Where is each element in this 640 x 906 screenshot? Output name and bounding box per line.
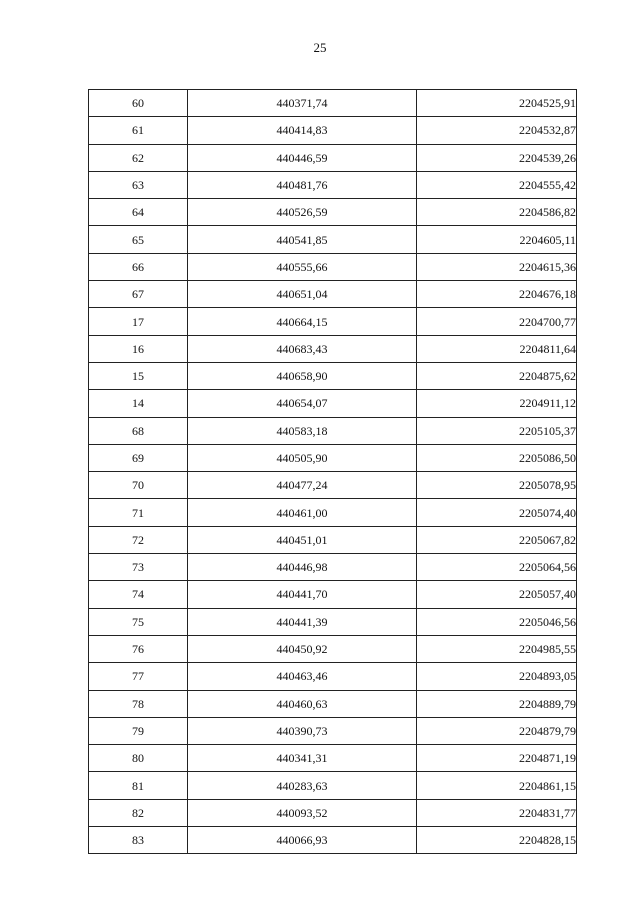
page-number: 25 <box>313 40 327 55</box>
table-row <box>89 499 577 526</box>
y-coordinate-cell: 2204879,79 <box>417 717 577 744</box>
y-coordinate-cell: 2204985,55 <box>417 635 577 662</box>
x-coordinate-cell: 440390,73 <box>188 717 417 744</box>
point-number-cell: 61 <box>89 117 188 144</box>
x-coordinate-cell: 440654,07 <box>188 390 417 417</box>
point-number-cell: 62 <box>89 144 188 171</box>
table-row <box>89 745 577 772</box>
x-coordinate-cell: 440460,63 <box>188 690 417 717</box>
y-coordinate-cell: 2204831,77 <box>417 799 577 826</box>
x-coordinate-cell: 440371,74 <box>188 90 417 117</box>
point-number-cell: 82 <box>89 799 188 826</box>
table-row <box>89 772 577 799</box>
x-coordinate-cell: 440093,52 <box>188 799 417 826</box>
point-number-cell: 73 <box>89 554 188 581</box>
point-number-cell: 70 <box>89 472 188 499</box>
point-number-cell: 75 <box>89 608 188 635</box>
y-coordinate-cell: 2204871,19 <box>417 745 577 772</box>
y-coordinate-cell: 2204605,11 <box>417 226 577 253</box>
y-coordinate-cell: 2205067,82 <box>417 526 577 553</box>
x-coordinate-cell: 440481,76 <box>188 171 417 198</box>
x-coordinate-cell: 440446,98 <box>188 554 417 581</box>
table-row <box>89 635 577 662</box>
table-row <box>89 417 577 444</box>
table-row <box>89 117 577 144</box>
y-coordinate-cell: 2204828,15 <box>417 827 577 854</box>
y-coordinate-cell: 2204555,42 <box>417 171 577 198</box>
x-coordinate-cell: 440451,01 <box>188 526 417 553</box>
table-row <box>89 281 577 308</box>
point-number-cell: 60 <box>89 90 188 117</box>
y-coordinate-cell: 2204532,87 <box>417 117 577 144</box>
table-row <box>89 799 577 826</box>
y-coordinate-cell: 2204889,79 <box>417 690 577 717</box>
y-coordinate-cell: 2204861,15 <box>417 772 577 799</box>
table-row <box>89 308 577 335</box>
table-row <box>89 199 577 226</box>
point-number-cell: 63 <box>89 171 188 198</box>
point-number-cell: 16 <box>89 335 188 362</box>
point-number-cell: 69 <box>89 444 188 471</box>
table-row <box>89 90 577 117</box>
table-row <box>89 526 577 553</box>
x-coordinate-cell: 440341,31 <box>188 745 417 772</box>
point-number-cell: 78 <box>89 690 188 717</box>
coordinates-table <box>88 89 577 854</box>
x-coordinate-cell: 440477,24 <box>188 472 417 499</box>
y-coordinate-cell: 2204676,18 <box>417 281 577 308</box>
y-coordinate-cell: 2204700,77 <box>417 308 577 335</box>
table-row <box>89 554 577 581</box>
x-coordinate-cell: 440583,18 <box>188 417 417 444</box>
x-coordinate-cell: 440283,63 <box>188 772 417 799</box>
point-number-cell: 79 <box>89 717 188 744</box>
x-coordinate-cell: 440651,04 <box>188 281 417 308</box>
point-number-cell: 14 <box>89 390 188 417</box>
y-coordinate-cell: 2205064,56 <box>417 554 577 581</box>
table-row <box>89 717 577 744</box>
point-number-cell: 66 <box>89 253 188 280</box>
x-coordinate-cell: 440414,83 <box>188 117 417 144</box>
y-coordinate-cell: 2204911,12 <box>417 390 577 417</box>
x-coordinate-cell: 440463,46 <box>188 663 417 690</box>
y-coordinate-cell: 2205057,40 <box>417 581 577 608</box>
table-row <box>89 171 577 198</box>
y-coordinate-cell: 2205046,56 <box>417 608 577 635</box>
table-row <box>89 253 577 280</box>
x-coordinate-cell: 440505,90 <box>188 444 417 471</box>
x-coordinate-cell: 440446,59 <box>188 144 417 171</box>
y-coordinate-cell: 2204586,82 <box>417 199 577 226</box>
x-coordinate-cell: 440526,59 <box>188 199 417 226</box>
y-coordinate-cell: 2205078,95 <box>417 472 577 499</box>
point-number-cell: 77 <box>89 663 188 690</box>
x-coordinate-cell: 440441,39 <box>188 608 417 635</box>
x-coordinate-cell: 440541,85 <box>188 226 417 253</box>
x-coordinate-cell: 440066,93 <box>188 827 417 854</box>
point-number-cell: 65 <box>89 226 188 253</box>
point-number-cell: 80 <box>89 745 188 772</box>
table-row <box>89 827 577 854</box>
point-number-cell: 74 <box>89 581 188 608</box>
x-coordinate-cell: 440461,00 <box>188 499 417 526</box>
x-coordinate-cell: 440683,43 <box>188 335 417 362</box>
coordinates-table-body <box>89 90 577 854</box>
y-coordinate-cell: 2204615,36 <box>417 253 577 280</box>
point-number-cell: 68 <box>89 417 188 444</box>
x-coordinate-cell: 440658,90 <box>188 362 417 389</box>
y-coordinate-cell: 2204893,05 <box>417 663 577 690</box>
y-coordinate-cell: 2205074,40 <box>417 499 577 526</box>
y-coordinate-cell: 2204811,64 <box>417 335 577 362</box>
y-coordinate-cell: 2205105,37 <box>417 417 577 444</box>
y-coordinate-cell: 2205086,50 <box>417 444 577 471</box>
table-row <box>89 362 577 389</box>
table-row <box>89 390 577 417</box>
x-coordinate-cell: 440441,70 <box>188 581 417 608</box>
table-row <box>89 226 577 253</box>
y-coordinate-cell: 2204539,26 <box>417 144 577 171</box>
point-number-cell: 17 <box>89 308 188 335</box>
table-row <box>89 608 577 635</box>
table-row <box>89 335 577 362</box>
point-number-cell: 72 <box>89 526 188 553</box>
point-number-cell: 76 <box>89 635 188 662</box>
table-row <box>89 144 577 171</box>
point-number-cell: 83 <box>89 827 188 854</box>
point-number-cell: 71 <box>89 499 188 526</box>
table-row <box>89 690 577 717</box>
table-row <box>89 663 577 690</box>
point-number-cell: 67 <box>89 281 188 308</box>
x-coordinate-cell: 440450,92 <box>188 635 417 662</box>
x-coordinate-cell: 440664,15 <box>188 308 417 335</box>
table-row <box>89 472 577 499</box>
table-row <box>89 581 577 608</box>
y-coordinate-cell: 2204875,62 <box>417 362 577 389</box>
x-coordinate-cell: 440555,66 <box>188 253 417 280</box>
point-number-cell: 81 <box>89 772 188 799</box>
point-number-cell: 64 <box>89 199 188 226</box>
table-row <box>89 444 577 471</box>
point-number-cell: 15 <box>89 362 188 389</box>
y-coordinate-cell: 2204525,91 <box>417 90 577 117</box>
